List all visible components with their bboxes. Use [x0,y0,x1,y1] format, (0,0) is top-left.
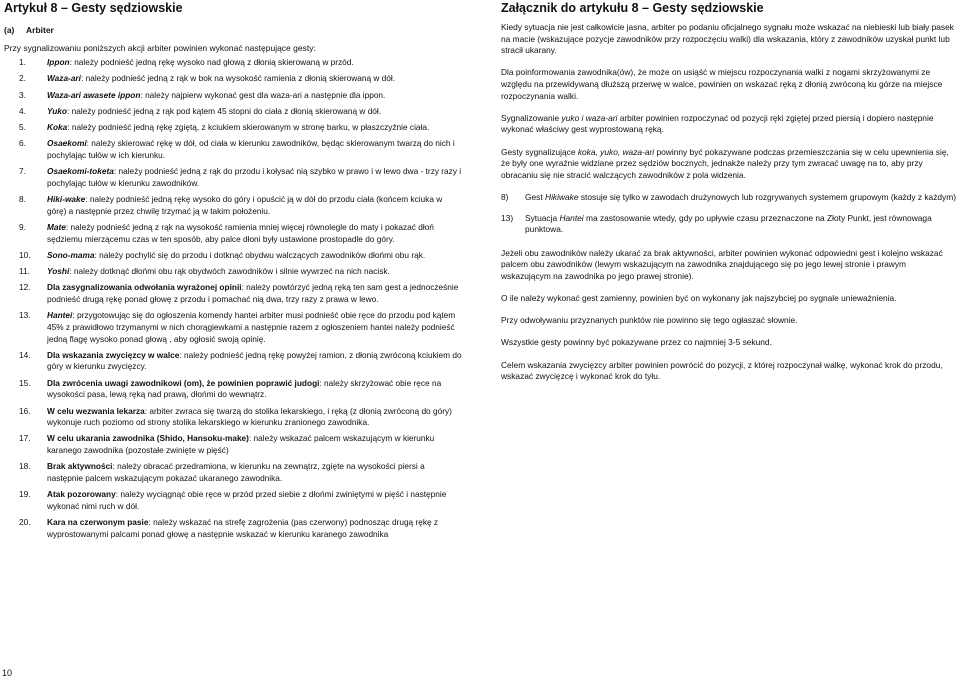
gesture-term: Yuko [47,105,67,116]
intro-text: Przy sygnalizowaniu poniższych akcji arbiter powinien wykonać następujące gesty: [4,43,316,53]
gesture-description: : arbiter zwraca się twarzą do stolika lekarskiego, i ręką (z dłonią zwróconą do góry) wykonuje ruch poziomo od strony stolika lekarskiego w kierunku zranionego zawodnika. [47,405,452,428]
paragraph-text: arbiter powinien rozpoczynać od pozycji ręki zgiętej przed piersią i dopiero następnie wykonać właściwy gest wyprostowaną ręką. [501,112,934,135]
list-item [4,517,462,540]
page-number: 10 [2,668,13,678]
paragraph-text: ma zastosowanie wtedy, gdy po upływie czasu przeznaczone na Złoty Punkt, jest równowaga punktowa. [525,212,932,235]
list-item-number: 2. [19,73,26,84]
list-item [4,406,462,429]
annex-paragraph: Dla poinformowania zawodnika(ów), że może on usiąść w miejscu rozpoczynania walki z nogami skrzyżowanymi ze względu na przewidywaną dłuższą przerwę w walce, powinien on wskazać ręką z dłonią zwróconą ku górze na miejsce rozpoczynania walki. [501,67,943,101]
right-title: Załącznik do artykułu 8 – Gesty sędziowskie [501,1,764,15]
list-item-number: 1. [19,57,26,67]
gesture-description: : należy podnieść jedną z rąk w bok na wysokość ramienia z dłonią skierowaną w dół. [80,73,396,84]
gesture-description: : należy podnieść jedną rękę powyżej ramion, z dłonią zwróconą kciukiem do góry w kierunku zwycięzcy. [47,349,462,372]
gesture-term: Waza-ari awasete ippon [47,89,141,100]
gesture-description: : należy podnieść jedną z rąk pod kątem 45 stopni do ciała z dłonią skierowaną w dół. [66,105,382,116]
left-title: Artykuł 8 – Gesty sędziowskie [4,1,183,15]
list-item-text [47,489,462,512]
list-item [4,73,462,85]
gesture-term: Waza-ari [47,73,81,84]
paragraph-text: Gest [525,191,546,202]
list-item-number: 16. [19,405,31,416]
gesture-description: : przygotowując się do ogłoszenia komendy hantei arbiter musi podnieść obie ręce do przodu pod kątem 45% z prawidłowo trzymanymi w nich chorągiewkami a następnie razem z ogłoszeniem hantei należy podnieść jedną flagę wysoko ponad głową , aby ogłosić swoją opinię. [47,310,456,344]
gesture-description: : należy pochylić się do przodu i dotknąć obydwu walczących zawodników dłońmi obu rąk. [94,249,426,260]
gesture-description: : należy dotknąć dłońmi obu rąk obydwóch zawodników i silnie wywrzeć na nich nacisk. [69,266,390,277]
right-column [501,0,956,393]
list-item-text [47,433,462,456]
paragraph-text: Gesty sygnalizujące [501,146,578,157]
annex-paragraph: Kiedy sytuacja nie jest całkowicie jasna, arbiter po podaniu oficjalnego sygnału może wskazać na niebieski lub biały pasek na macie (wskazujące pozycje zawodników przy rozpoczęciu walki) dla wskazania, który z zawodników uzyskał punkt lub stracił ukarany. [501,22,954,56]
list-item-text [47,138,462,161]
annex-item [501,192,956,204]
gesture-term: Hantei [559,212,584,223]
annex-item-text [525,192,956,204]
list-item-text [47,57,462,69]
list-item-number: 14. [19,349,31,360]
subsection-title: Arbiter [26,25,54,35]
list-item [4,266,462,278]
gesture-situation: W celu ukarania zawodnika (Shido, Hansoku-make) [47,433,249,444]
list-item-number: 7. [19,166,26,177]
gesture-situation: Dla wskazania zwycięzcy w walce [47,349,180,360]
subsection-heading [4,24,462,36]
gesture-description: : należy podnieść jedną rękę wysoko do góry i opuścić ją w dół do przodu ciała (końcem kciuka w górę) a następnie przez chwilę trzymać ją w takim położeniu. [47,194,443,216]
list-item-text [47,194,462,217]
gesture-term: Sono-mama [47,249,95,260]
list-item [4,90,462,102]
list-item [4,138,462,161]
list-item [4,122,462,134]
annex-paragraph: Przy odwoływaniu przyznanych punktów nie powinno się tego ogłaszać słownie. [501,315,798,326]
gesture-description: : należy podnieść jedną rękę zgiętą, z kciukiem skierowanym w stronę barku, w płaszczyźnie ciała. [67,122,430,133]
gesture-situation: Dla zasygnalizowania odwołania wyrażonej opinii [47,282,242,293]
gesture-situation: Brak aktywności [47,461,113,472]
list-item-number: 13. [19,310,31,321]
gesture-description: : należy podnieść jedną z rąk na wysokość ramienia mniej więcej równolegle do maty i pokazać dłoń sędziemu mierzącemu czas w ten sposób, aby palce dłoni były ustawione prostopadle do góry. [47,222,434,244]
annex-paragraph [501,147,956,182]
list-item-text [47,517,462,540]
gestures-list [4,57,462,540]
list-item-number: 19. [19,489,31,500]
paragraph-text: stosuje się tylko w zawodach drużynowych lub rozgrywanych systemem grupowym (każdy z każdym) [578,191,957,202]
list-item-text [47,73,462,85]
gesture-term: Osaekomi [47,138,87,149]
annex-paragraph [501,113,956,136]
annex-item-number: 13) [501,212,514,223]
gesture-term: Ippon [47,57,70,67]
left-column [4,0,462,545]
gesture-description: : należy najpierw wykonać gest dla waza-ari a następnie dla ippon. [140,89,386,100]
gesture-description: : należy podnieść jedną z rąk do przodu i kołysać nią szybko w prawo i w lewo dwa - trzy razy i pochylając tułów w kierunku zawodników. [47,166,462,188]
gesture-description: : należy obracać przedramiona, w kierunku na zewnątrz, zgięte na wysokości piersi a następnie palcem wskazującym pokazać ukaranego zawodnika. [47,461,425,483]
list-item-text [47,222,462,245]
annex-item-text [525,213,956,236]
gesture-terms: koka, yuko, waza-ari [577,146,655,157]
gesture-situation: W celu wezwania lekarza [47,405,145,416]
gesture-term: Osaekomi-toketa [47,166,114,177]
annex-paragraph: Celem wskazania zwycięzcy arbiter powinien powrócić do pozycji, z której rozpoczynał walkę, wykonać krok do przodu, wskazać zwycięzcę i wykonać krok do tyłu. [501,359,943,382]
gesture-term: Mate [47,222,66,233]
list-item-number: 4. [19,105,26,116]
list-item-number: 5. [19,122,26,133]
gesture-description: : należy wyciągnąć obie ręce w przód przed siebie z dłońmi zwiniętymi w pięść i następnie wykonać nimi ruch w dół. [47,489,447,511]
gesture-description: : należy skierować rękę w dół, od ciała w kierunku zawodników, będąc skierowanym twarzą do nich i pochylając tułów w ich kierunku. [47,138,455,160]
list-item-text [47,378,462,401]
subsection-letter: (a) [4,25,15,35]
list-item-number: 17. [19,433,31,444]
paragraph-text: Sygnalizowanie [501,112,562,123]
gesture-description: : należy wskazać palcem wskazującym w kierunku karanego zawodnika (pozostałe zwinięte w pięść) [47,433,435,456]
gesture-description: : należy podnieść jedną rękę wysoko nad głową z dłonią skierowaną w przód. [69,57,354,67]
list-item-number: 3. [19,89,26,100]
gesture-term: Koka [47,122,68,133]
gesture-term: Hikiwake [545,191,579,202]
list-item-text [47,250,462,262]
list-item-number: 15. [19,377,31,388]
list-item-text [47,282,462,305]
paragraph-text: Sytuacja [525,212,560,223]
gesture-term: Hiki-wake [47,194,86,205]
list-item [4,461,462,484]
list-item-text [47,266,462,278]
list-item-text [47,461,462,484]
list-item-text [47,350,462,373]
list-item [4,378,462,401]
list-item [4,489,462,512]
list-item-text [47,90,462,102]
gesture-description: : należy powtórzyć jedną ręką ten sam gest a jednocześnie podnieść drugą rękę ponad głowę z przodu i pomachać nią dwa, trzy razy z prawa w lewo. [47,282,459,305]
annex-paragraph: Jeżeli obu zawodników należy ukarać za brak aktywności, arbiter powinien wykonać odpowiedni gest i kolejno wskazać palcem obu zawodników (lewym wskazującym na zawodnika znajdującego się po jego lewej stronie i prawym wskazującym na zawodnika po jego prawej stronie). [501,247,943,281]
list-item-text [47,166,462,189]
annex-item-number: 8) [501,191,509,202]
list-item [4,194,462,217]
list-item [4,250,462,262]
gesture-situation: Dla zwrócenia uwagi zawodnikowi (om), że powinien poprawić judogi [47,377,320,388]
list-item-text [47,106,462,118]
gesture-situation: Kara na czerwonym pasie [47,517,149,528]
gesture-term: Hantei [47,310,73,321]
list-item-number: 8. [19,194,26,205]
list-item-number: 12. [19,282,31,293]
list-item [4,222,462,245]
annex-paragraph: O ile należy wykonać gest zamienny, powinien być on wykonany jak najszybciej po sygnale unieważnienia. [501,293,897,304]
list-item-text [47,406,462,429]
paragraph-text: powinny być pokazywane podczas przemieszczania się w celu upewnienia się, że były one wyraźnie widziane przez sędziów bocznych, jednakże należy przy tym zwracać uwagę na to, aby przy obracaniu się nie stracić walczących zawodników z pola widzenia. [501,146,949,180]
list-item-number: 10. [19,249,31,260]
list-item-text [47,122,462,134]
list-item [4,106,462,118]
list-item [4,433,462,456]
list-item [4,166,462,189]
gesture-terms: yuko i waza-ari [561,112,618,123]
list-item-number: 9. [19,222,26,233]
list-item [4,310,462,345]
list-item [4,282,462,305]
list-item-number: 11. [19,266,30,277]
list-item-number: 18. [19,461,31,472]
gesture-term: Yoshi [47,266,70,277]
gesture-situation: Atak pozorowany [47,489,116,500]
annex-paragraph: Wszystkie gesty powinny być pokazywane przez co najmniej 3-5 sekund. [501,337,772,348]
annex-item [501,213,956,236]
list-item-number: 6. [19,138,26,149]
list-item [4,350,462,373]
gesture-description: : należy wskazać na strefę zagrożenia (pas czerwony) podnosząc drugą rękę z wyprostowanymi palcami ponad głowę a następnie wskazać w kierunku karanego zawodnika [47,517,439,539]
list-item-text [47,310,462,345]
gesture-description: : należy skrzyżować obie ręce na wysokości pasa, lewą ręką nad prawą, dłońmi do wewnątrz. [47,377,442,400]
list-item [4,57,462,69]
list-item-number: 20. [19,517,31,528]
